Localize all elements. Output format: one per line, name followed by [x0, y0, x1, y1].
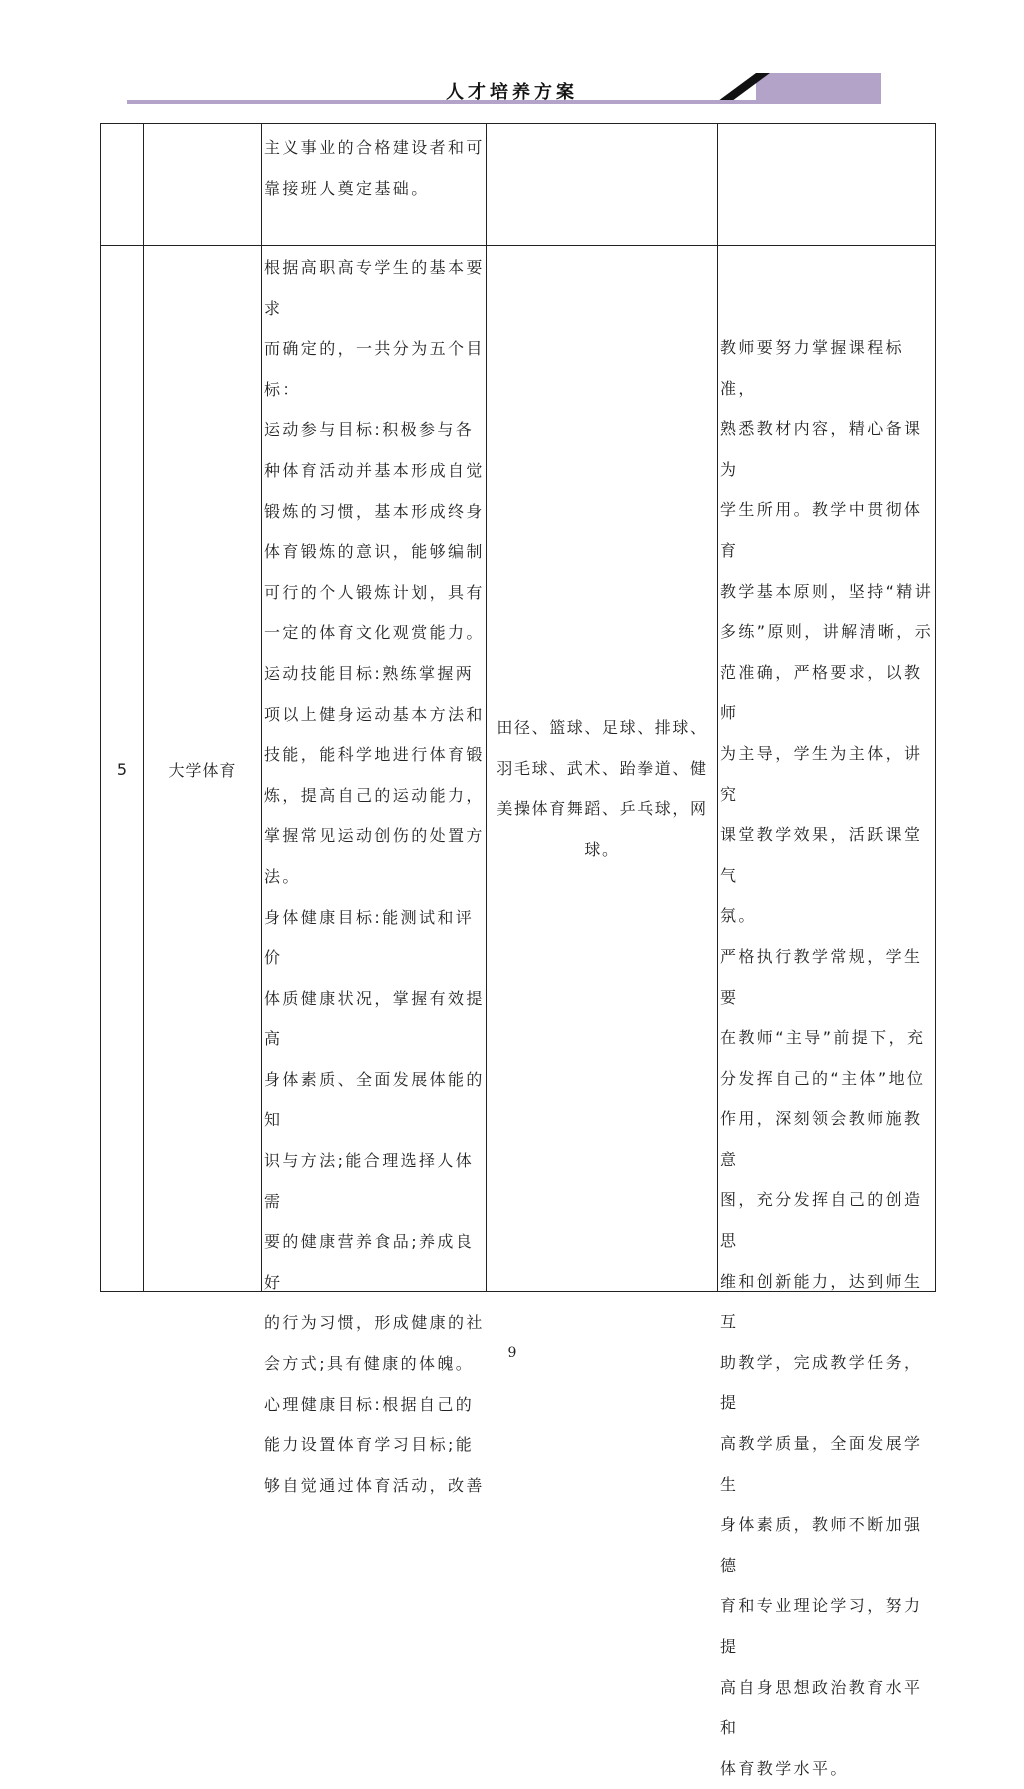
row2-course-name-cell: 大学体育 — [168, 760, 237, 780]
header-title: 人才培养方案 — [446, 82, 578, 103]
column-divider — [261, 124, 262, 1291]
column-divider — [486, 124, 487, 1291]
row2-requirements-cell: 教师要努力掌握课程标准， 熟悉教材内容，精心备课为 学生所用。教学中贯彻体育 教学基本原则，坚持“精讲 多练”原则，讲解清晰，示 范准确，严格要求，以教师 为主导，学生为主体，讲究 课堂教学效果，活跃课堂气 氛。 严格执行教学常规，学生要 在教师“主导”前提下，充 分发挥自己的“主体”地位 作用，深刻领会教师施教意 图，充分发挥自己的创造思 维和创新能力，达到师生互 助教学，完成教学任务，提 高教学质量，全面发展学生 身体素质，教师不断加强德 育和专业理论学习，努力提 高自身思想政治教育水平和 体育教学水平。 — [720, 338, 934, 1778]
page-number: 9 — [507, 1345, 517, 1361]
page-header — [0, 0, 1024, 110]
column-divider — [717, 124, 718, 1291]
row2-number-cell: 5 — [116, 759, 128, 779]
row2-goals-cell: 根据高职高专学生的基本要求 而确定的，一共分为五个目 标： 运动参与目标:积极参与各 种体育活动并基本形成自觉 锻炼的习惯，基本形成终身 体育锻炼的意识，能够编制 可行的个人锻炼计划，具有 一定的体育文化观赏能力。 运动技能目标:熟练掌握两 项以上健身运动基本方法和 技能，能科学地进行体育锻 炼，提高自己的运动能力， 掌握常见运动创伤的处置方 法。 身体健康目标:能测试和评价 体质健康状况，掌握有效提高 身体素质、全面发展体能的知 识与方法;能合理选择人体需 要的健康营养食品;养成良好 的行为习惯，形成健康的社 会方式;具有健康的体魄。 心理健康目标:根据自己的 能力设置体育学习目标;能 够自觉通过体育活动，改善 — [264, 258, 485, 1495]
row2-content-cell: 田径、篮球、足球、排球、羽毛球、武术、跆拳道、健美操体育舞蹈、乒乓球，网球。 — [496, 718, 708, 859]
row1-goals-cell: 主义事业的合格建设者和可 靠接班人奠定基础。 — [264, 138, 485, 198]
curriculum-table — [100, 123, 936, 1778]
